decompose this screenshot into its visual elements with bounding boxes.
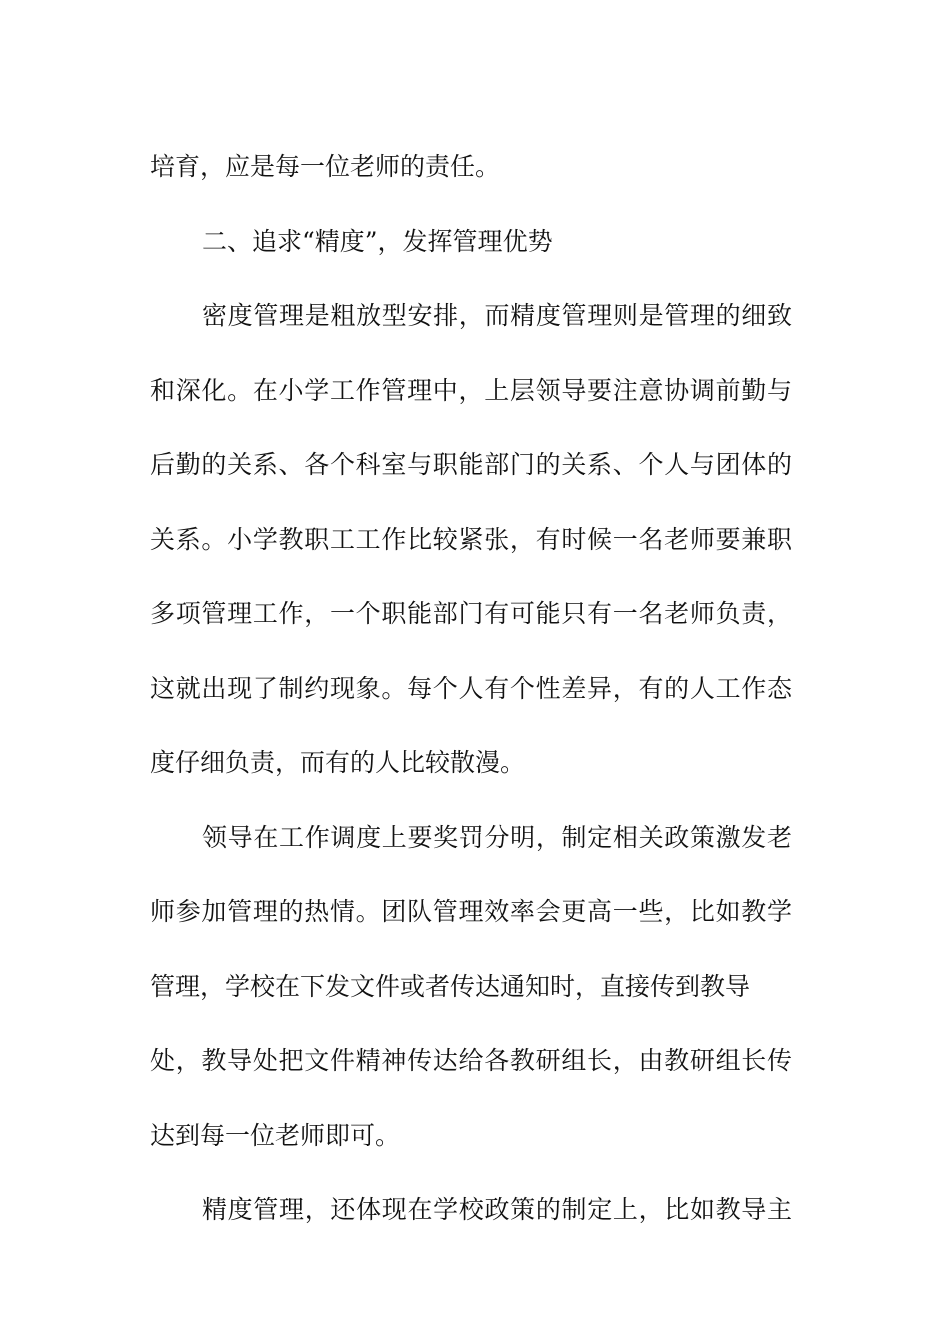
- paragraph-line: 多项管理工作，一个职能部门有可能只有一名老师负责，: [150, 599, 792, 628]
- paragraph-line: 培育，应是每一位老师的责任。: [150, 152, 501, 181]
- paragraph-line: 后勤的关系、各个科室与职能部门的关系、个人与团体的: [150, 450, 792, 479]
- paragraph-line: 关系。小学教职工工作比较紧张，有时候一名老师要兼职: [150, 524, 792, 554]
- paragraph-line: 精度管理，还体现在学校政策的制定上，比如教导主: [202, 1195, 792, 1224]
- paragraph-line: 和深化。在小学工作管理中，上层领导要注意协调前勤与: [150, 375, 792, 405]
- paragraph-line: 度仔细负责，而有的人比较散漫。: [150, 748, 526, 777]
- paragraph-line: 处，教导处把文件精神传达给各教研组长，由教研组长传: [150, 1046, 792, 1075]
- paragraph-line: 管理，学校在下发文件或者传达通知时，直接传到教导: [150, 971, 751, 1001]
- document-body: [150, 130, 792, 1248]
- section-heading: 二、追求“精度”，发挥管理优势: [202, 226, 553, 256]
- paragraph-line: 达到每一位老师即可。: [150, 1120, 401, 1150]
- paragraph-line: 密度管理是粗放型安排，而精度管理则是管理的细致: [202, 301, 792, 330]
- paragraph-line: 这就出现了制约现象。每个人有个性差异，有的人工作态: [150, 673, 792, 703]
- paragraph-line: 师参加管理的热情。团队管理效率会更高一些，比如教学: [150, 897, 792, 926]
- paragraph-line: 领导在工作调度上要奖罚分明，制定相关政策激发老: [202, 822, 792, 852]
